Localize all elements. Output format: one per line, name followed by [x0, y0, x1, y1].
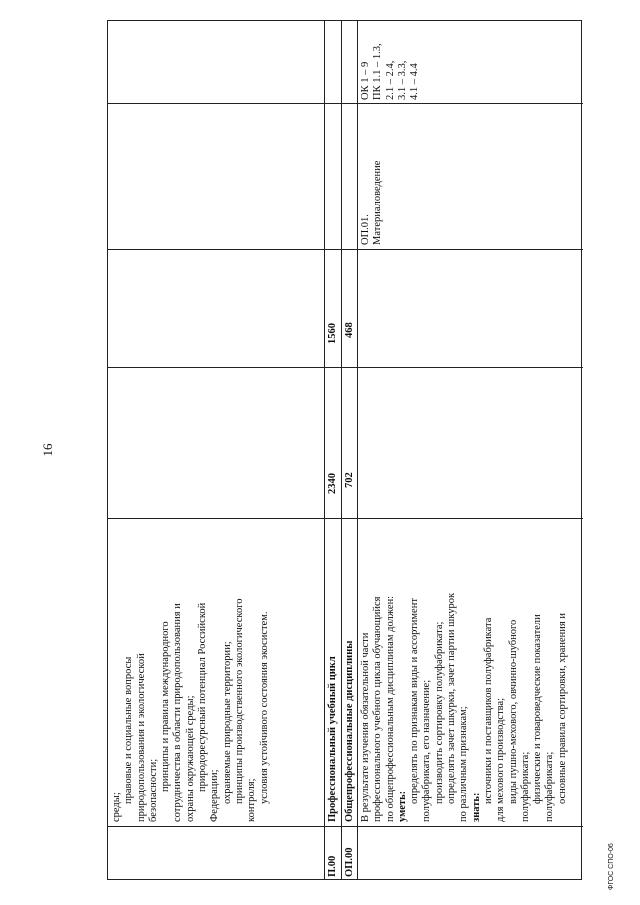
- col-separator: [108, 367, 583, 368]
- competency-line: 2.1 – 2.4,: [384, 60, 396, 100]
- row-separator: [357, 21, 358, 879]
- text-line: определять по признакам виды и ассортимент: [409, 598, 421, 804]
- text-line: полуфабриката;: [544, 751, 556, 822]
- text-line: уметь:: [396, 790, 408, 822]
- text-line: профессионального учебного цикла обучающийся: [372, 596, 384, 822]
- competency-line: ПК 1.1 – 1.3,: [372, 43, 384, 100]
- text-line: охраны окружающей среды;: [184, 695, 196, 822]
- text-line: знать:: [470, 792, 482, 822]
- text-line: принципы производственного экологического: [233, 598, 245, 804]
- hours-mandatory-op00: 468: [344, 322, 355, 338]
- row-name-p00: Профессиональный учебный цикл: [327, 656, 338, 822]
- col-separator: [108, 826, 583, 827]
- hours-max-op00: 702: [344, 472, 355, 488]
- row-index-op00: ОП.00: [344, 847, 355, 877]
- op01-competencies: [360, 43, 421, 100]
- hours-max-p00: 2340: [327, 473, 338, 494]
- text-line: физические и товароведческие показатели: [532, 614, 544, 804]
- row-name-op00: Общепрофессиональные дисциплины: [344, 640, 355, 822]
- text-line: охраняемые природные территории;: [221, 641, 233, 804]
- text-line: условия устойчивого состояния экосистем.: [258, 611, 270, 804]
- col-separator: [108, 518, 583, 519]
- continuation-text: [111, 599, 271, 823]
- text-line: определять зачет шкурки, зачет партии шкурок: [446, 592, 458, 804]
- text-line: правовые и социальные вопросы: [123, 656, 135, 804]
- footer-code: ФГОС СПО-06: [608, 843, 615, 890]
- row-index-p00: П.00: [327, 855, 338, 877]
- text-line: природоресурсный потенциал Российской: [197, 602, 209, 792]
- text-line: природопользования и экологической: [135, 653, 147, 822]
- text-line: полуфабриката, его назначение;: [421, 679, 433, 822]
- hours-mandatory-p00: 1560: [327, 323, 338, 344]
- text-line: принципы и правила международного: [160, 621, 172, 792]
- op01-description: [360, 593, 569, 822]
- col-separator: [108, 103, 583, 104]
- text-line: безопасности;: [147, 758, 159, 822]
- row-separator: [341, 21, 342, 879]
- text-line: по различным признакам;: [458, 706, 470, 822]
- text-line: среды;: [111, 792, 122, 822]
- competency-line: 3.1 – 3.3,: [396, 60, 408, 100]
- text-line: В результате изучения обязательной части: [360, 632, 371, 822]
- page-number: 16: [40, 443, 55, 457]
- text-line: по общепрофессиональным дисциплинам должен:: [384, 595, 396, 822]
- op01-discipline: [360, 161, 385, 245]
- competency-line: ОК 1 – 9: [360, 61, 371, 100]
- discipline-name: Материаловедение: [372, 160, 384, 245]
- discipline-code: ОП.01.: [360, 214, 371, 245]
- text-line: полуфабриката;: [519, 751, 531, 822]
- text-line: для мехового производства;: [495, 697, 507, 822]
- text-line: сотрудничества в области природопользования и: [172, 603, 184, 822]
- curriculum-table: [107, 20, 582, 880]
- text-line: производить сортировку полуфабриката;: [433, 621, 445, 804]
- row-separator: [324, 21, 325, 879]
- text-line: контроля;: [246, 778, 258, 822]
- text-line: источники и поставщиков полуфабриката: [482, 617, 494, 804]
- text-line: основные правила сортировки, хранения и: [556, 613, 568, 804]
- text-line: Федерации;: [209, 769, 221, 822]
- col-separator: [108, 249, 583, 250]
- competency-line: 4.1 – 4.4: [409, 63, 421, 100]
- text-line: виды пушно-мехового, овчинно-шубного: [507, 619, 519, 804]
